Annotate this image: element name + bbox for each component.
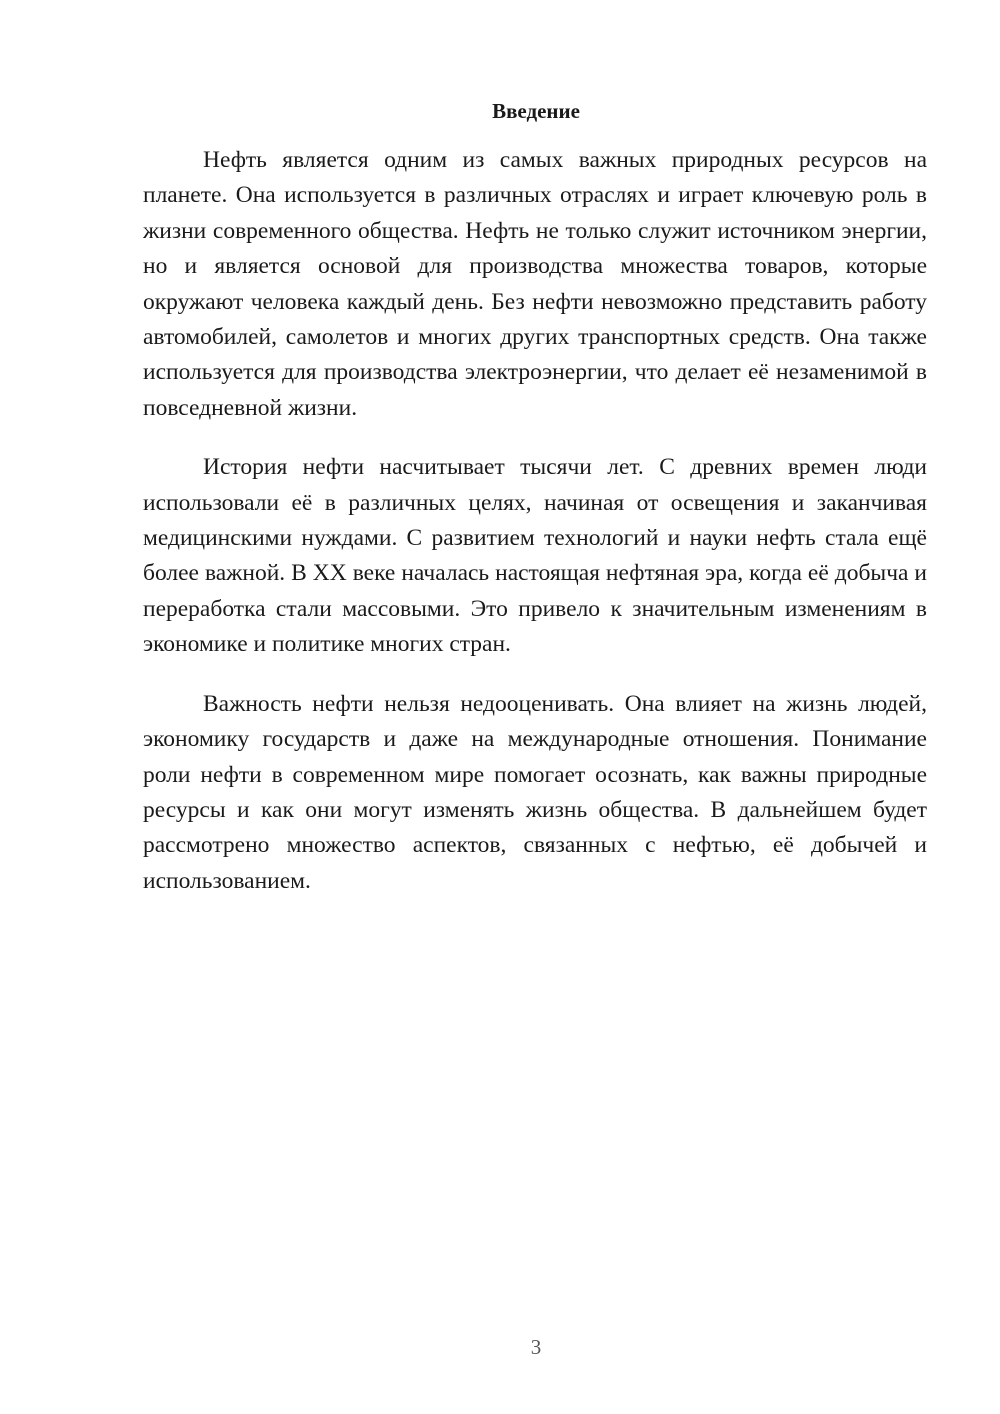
paragraph: Важность нефти нельзя недооценивать. Она влияет на жизнь людей, экономику государств и даже на международные отношения. Понимание роли нефти в современном мире помогает осознать, как важны природные ресурсы и как они могут изменять жизнь общества. В дальнейшем будет рассмотрено множество аспектов, связанных с нефтью, её добычей и использованием. [143, 690, 927, 894]
document-body [143, 143, 927, 923]
paragraph: Нефть является одним из самых важных природных ресурсов на планете. Она используется в различных отраслях и играет ключевую роль в жизни современного общества. Нефть не только служит источником энергии, но и является основой для производства множества товаров, которые окружают человека каждый день. Без нефти невозможно представить работу автомобилей, самолетов и многих других транспортных средств. Она также используется для производства электроэнергии, что делает её незаменимой в повседневной жизни. [143, 147, 927, 421]
paragraph: История нефти насчитывает тысячи лет. С древних времен люди использовали её в различных целях, начиная от освещения и заканчивая медицинскими нуждами. С развитием технологий и науки нефть стала ещё более важной. В XX веке началась настоящая нефтяная эра, когда её добыча и переработка стали массовыми. Это привело к значительным изменениям в экономике и политике многих стран. [143, 454, 927, 658]
section-title: Введение [492, 99, 580, 123]
page-number: 3 [530, 1335, 542, 1359]
